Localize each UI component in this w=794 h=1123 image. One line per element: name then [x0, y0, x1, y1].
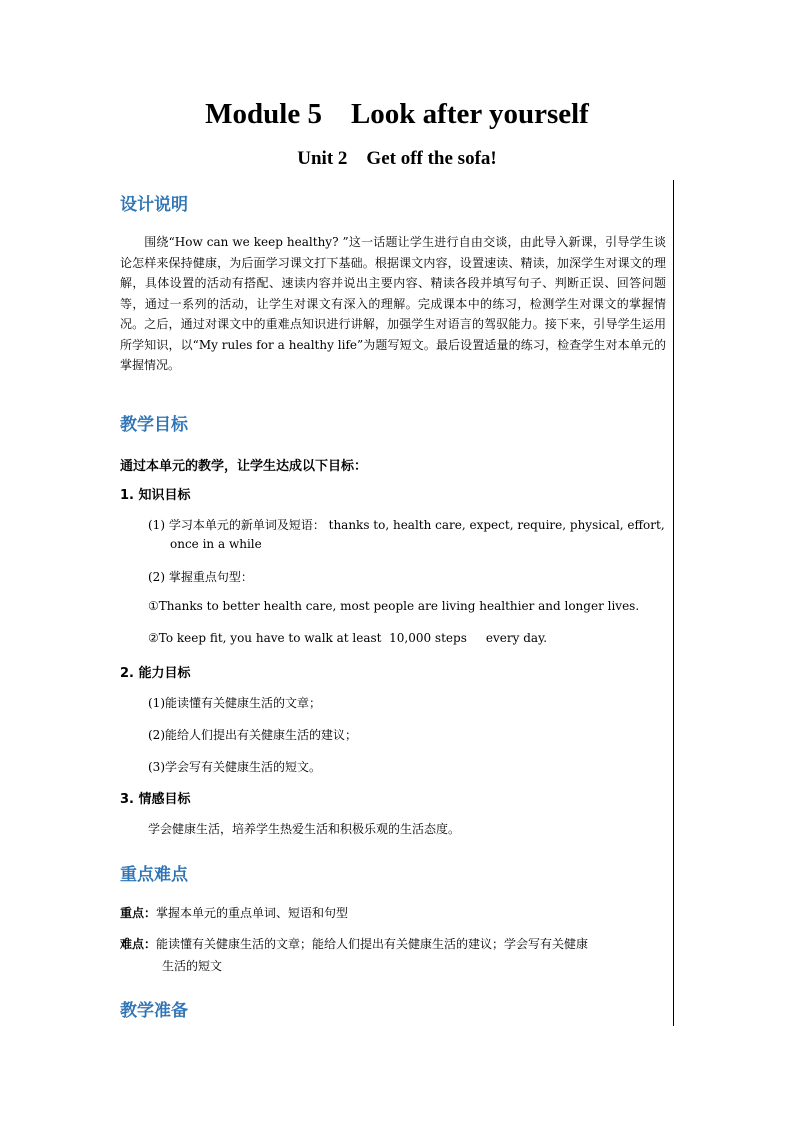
preparation-heading: 教学准备 [120, 1001, 188, 1021]
key-points-heading: 重点难点 [120, 865, 188, 885]
ability-item-1: (1)能读懂有关健康生活的文章； [148, 696, 321, 710]
design-text: 围绕“How can we keep healthy? ”这一话题让学生进行自由交谈，由此导入新课，引导学生谈论怎样来保持健康，为后面学习课文打下基础。根据课文内容，设置速读、精读，加深学生对课文的理解，具体设置的活动有搭配、速读内容并说出主要内容、精读各段并填写句子、判断正误、回答问题等，通过一系列的活动，让学生对课文有深入的理解。完成课本中的练习，检测学生对课文的掌握情况。之后，通过对课文中的重难点知识进行讲解，加强学生对语言的驾驭能力。接下来，引导学生运用所学知识，以“My rules for a healthy life”为题写短文。最后设置适量的练习，检查学生对本单元的掌握情况。 [120, 235, 666, 372]
ability-heading: 2. 能力目标 [120, 666, 191, 681]
difficult-label: 难点： [120, 937, 157, 951]
knowledge-heading: 1. 知识目标 [120, 488, 191, 503]
knowledge-item-1-cont: once in a while [170, 537, 262, 551]
key-sentence-2: ②To keep fit, you have to walk at least 10,000 steps every day. [148, 631, 548, 645]
key-sentence-1: ①Thanks to better health care, most people are living healthier and longer lives. [148, 599, 640, 613]
difficult-point-row [120, 935, 588, 952]
ability-item-3: (3)学会写有关健康生活的短文。 [148, 760, 321, 774]
knowledge-item-2: (2) 掌握重点句型： [148, 570, 253, 584]
ability-item-2: (2)能给人们提出有关健康生活的建议； [148, 728, 357, 742]
key-point-row [120, 904, 348, 921]
margin-rule [673, 180, 674, 1026]
unit-title: Unit 2 Get off the sofa! [297, 148, 497, 169]
key-text: 掌握本单元的重点单词、短语和句型 [156, 906, 349, 920]
emotion-text: 学会健康生活，培养学生热爱生活和积极乐观的生活态度。 [148, 822, 461, 836]
difficult-text-cont: 生活的短文 [162, 959, 223, 973]
goals-heading: 教学目标 [120, 415, 188, 435]
design-paragraph [120, 232, 666, 376]
emotion-heading: 3. 情感目标 [120, 792, 191, 807]
key-label: 重点： [120, 906, 157, 920]
knowledge-item-1: (1) 学习本单元的新单词及短语： thanks to, health care, expect, require, physical, effort, [148, 518, 665, 532]
design-heading: 设计说明 [120, 195, 188, 215]
goals-intro: 通过本单元的教学，让学生达成以下目标： [120, 459, 368, 474]
module-title: Module 5 Look after yourself [205, 98, 589, 130]
difficult-text: 能读懂有关健康生活的文章；能给人们提出有关健康生活的建议；学会写有关健康 [156, 937, 589, 951]
